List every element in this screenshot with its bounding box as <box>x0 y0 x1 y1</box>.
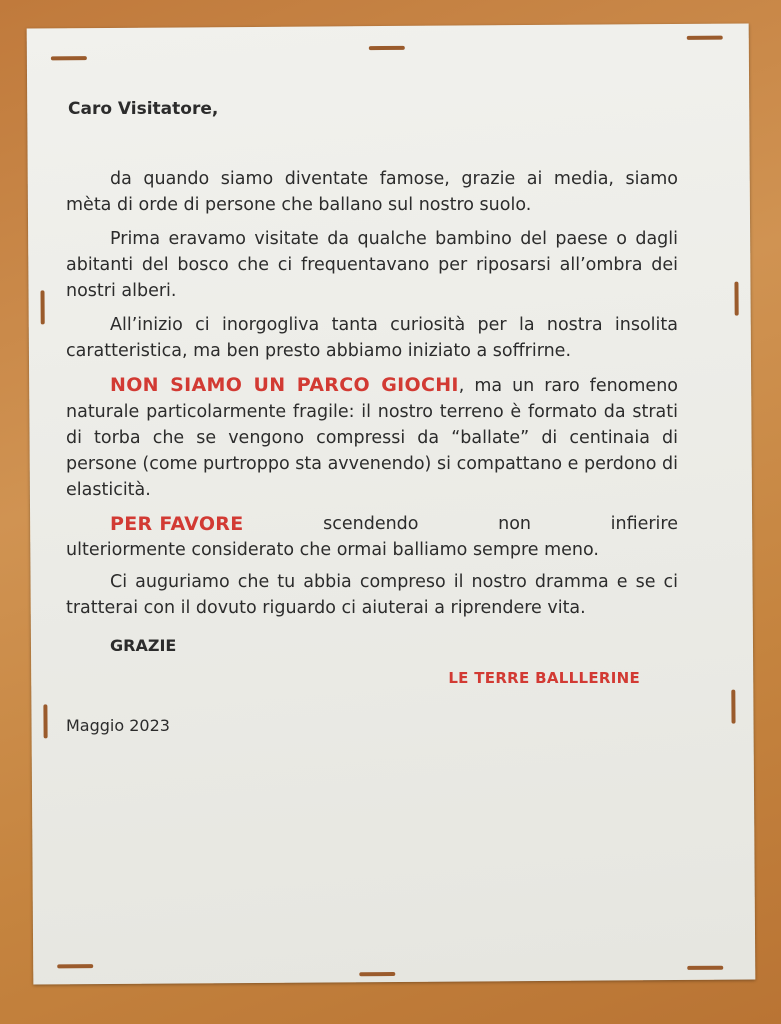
greeting: Caro Visitatore, <box>68 99 219 119</box>
paragraph-please <box>66 511 678 563</box>
paragraph-fame: da quando siamo diventate famose, grazie ai media, siamo mèta di orde di persone che ballano sul nostro suolo. <box>66 169 678 215</box>
emphasis-not-a-playground: NON SIAMO UN PARCO GIOCHI <box>110 374 459 396</box>
paragraph-hope: Ci auguriamo che tu abbia compreso il nostro dramma e se ci tratterai con il dovuto riguardo ci aiuterai a riprendere vita. <box>66 572 678 618</box>
staple-icon <box>731 690 735 724</box>
paragraph-not-a-playground <box>66 372 678 503</box>
staple-icon <box>734 282 738 316</box>
notice-text <box>66 96 678 739</box>
staple-icon <box>57 964 93 968</box>
staple-icon <box>43 704 47 738</box>
please-first-line <box>66 511 678 537</box>
signature: LE TERRE BALLLERINE <box>448 669 640 687</box>
paragraph-curiosity: All’inizio ci inorgogliva tanta curiosità per la nostra insolita caratteristica, ma ben presto abbiamo iniziato a soffrirne. <box>66 315 678 361</box>
staple-icon <box>41 290 45 324</box>
paragraph-past-visitors: Prima eravamo visitate da qualche bambino del paese o dagli abitanti del bosco che ci frequentavano per riposarsi all’ombra dei nostri alberi. <box>66 229 678 301</box>
staple-icon <box>687 966 723 970</box>
paragraph-not-a-playground-body: , ma un raro fenomeno naturale particolarmente fragile: il nostro terreno è formato da strati di torba che se vengono compressi da “ballate” di centinaia di persone (come purtroppo sta avvenendo) si compattano e perdono di elasticità. <box>66 376 678 500</box>
staple-icon <box>359 972 395 976</box>
please-body: ulteriormente considerato che ormai balliamo sempre meno. <box>66 540 599 560</box>
closing-thanks: GRAZIE <box>110 636 177 655</box>
staple-icon <box>687 36 723 40</box>
please-word-infierire: infierire <box>610 514 678 534</box>
please-word-descending: scendendo <box>323 514 419 534</box>
please-word-not: non <box>498 514 531 534</box>
staple-icon <box>369 46 405 50</box>
date: Maggio 2023 <box>66 716 170 735</box>
emphasis-please: PER FAVORE <box>110 513 244 535</box>
staple-icon <box>51 56 87 60</box>
